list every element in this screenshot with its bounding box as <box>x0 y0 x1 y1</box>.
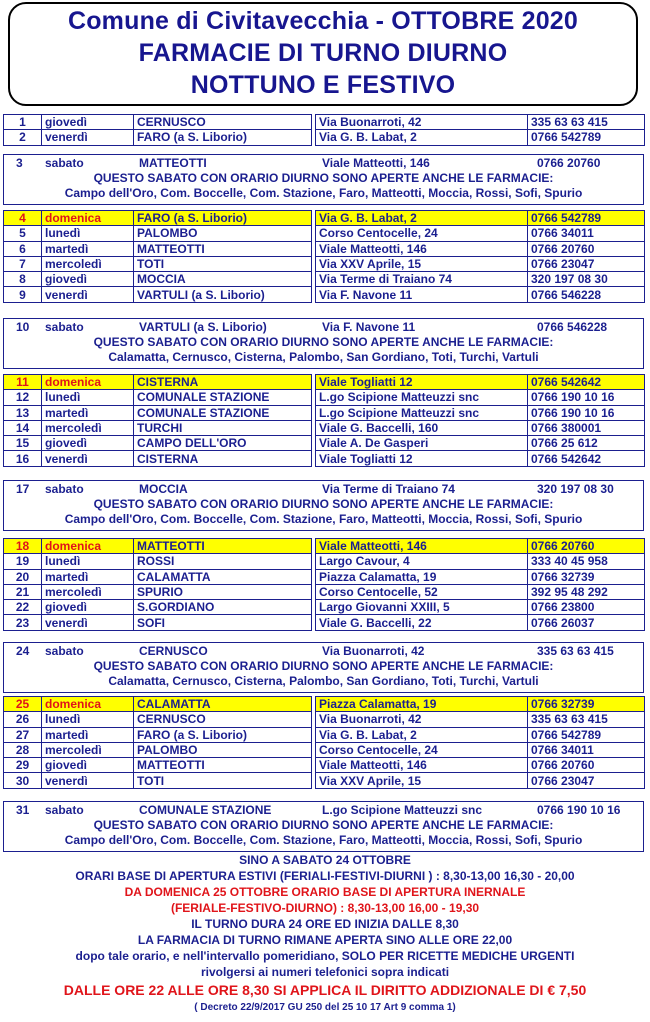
weekday: sabato <box>45 644 84 658</box>
pharmacy-phone: 0766 546228 <box>537 320 608 334</box>
pharmacy-phone: 0766 542789 <box>528 727 645 742</box>
pharmacy-phone: 0766 190 10 16 <box>537 803 621 817</box>
pharmacy-name: TOTI <box>134 256 312 271</box>
table-row <box>4 256 645 271</box>
weekday: giovedì <box>42 272 134 287</box>
pharmacy-phone: 0766 190 10 16 <box>528 405 645 420</box>
pharmacy-phone: 0766 34011 <box>528 226 645 241</box>
day-number: 18 <box>4 539 42 554</box>
pharmacy-address: L.go Scipione Matteuzzi snc <box>322 803 483 817</box>
weekday: sabato <box>45 482 84 496</box>
pharmacy-name: CISTERNA <box>134 451 312 466</box>
pharmacy-address: Corso Centocelle, 52 <box>316 584 528 599</box>
week-5-table <box>3 696 645 789</box>
pharmacy-phone: 335 63 63 415 <box>528 115 645 130</box>
pharmacy-name: MOCCIA <box>139 482 188 496</box>
weekday: martedì <box>42 241 134 256</box>
day-number: 22 <box>4 600 42 615</box>
table-row <box>4 697 645 712</box>
day-number: 7 <box>4 256 42 271</box>
saturday-row <box>4 643 643 659</box>
pharmacy-phone: 0766 542789 <box>528 211 645 226</box>
day-number: 25 <box>4 697 42 712</box>
pharmacy-name: MATTEOTTI <box>134 539 312 554</box>
pharmacy-address: Largo Giovanni XXIII, 5 <box>316 600 528 615</box>
table-row <box>4 436 645 451</box>
pharmacy-address: Via Terme di Traiano 74 <box>322 482 455 496</box>
footer-line-10: ( Decreto 22/9/2017 GU 250 del 25 10 17 Art 9 comma 1) <box>194 1002 456 1013</box>
saturday-block <box>3 801 644 852</box>
saturday-open-list: Campo dell'Oro, Com. Boccelle, Com. Stazione, Faro, Matteotti, Moccia, Rossi, Sofi, Spurio <box>64 186 583 200</box>
pharmacy-phone: 0766 32739 <box>528 697 645 712</box>
week-3-table <box>3 374 645 467</box>
pharmacy-phone: 0766 20760 <box>528 758 645 773</box>
weekday: sabato <box>45 803 84 817</box>
pharmacy-phone: 0766 190 10 16 <box>528 390 645 405</box>
pharmacy-address: Piazza Calamatta, 19 <box>316 697 528 712</box>
pharmacy-name: FARO (a S. Liborio) <box>134 211 312 226</box>
title-box <box>8 2 638 106</box>
weekday: venerdì <box>42 615 134 630</box>
weekday: domenica <box>42 539 134 554</box>
pharmacy-phone: 333 40 45 958 <box>528 554 645 569</box>
table-row <box>4 600 645 615</box>
pharmacy-phone: 320 197 08 30 <box>537 482 614 496</box>
table-row <box>4 727 645 742</box>
footer-line-5: IL TURNO DURA 24 ORE ED INIZIA DALLE 8,30 <box>191 917 459 931</box>
day-number: 6 <box>4 241 42 256</box>
saturday-block <box>3 480 644 531</box>
saturday-block <box>3 642 644 693</box>
pharmacy-name: MATTEOTTI <box>134 758 312 773</box>
day-number: 3 <box>16 156 23 170</box>
weekday: domenica <box>42 375 134 390</box>
weekday: sabato <box>45 156 84 170</box>
saturday-row <box>4 155 643 171</box>
weekday: martedì <box>42 405 134 420</box>
pharmacy-name: COMUNALE STAZIONE <box>134 390 312 405</box>
pharmacy-phone: 0766 23800 <box>528 600 645 615</box>
table-row <box>4 569 645 584</box>
weekday: lunedì <box>42 226 134 241</box>
table-row <box>4 287 645 302</box>
weekday: lunedì <box>42 390 134 405</box>
table-row <box>4 773 645 788</box>
saturday-open-list: Calamatta, Cernusco, Cisterna, Palombo, San Gordiano, Toti, Turchi, Vartuli <box>108 350 539 364</box>
table-row <box>4 390 645 405</box>
day-number: 8 <box>4 272 42 287</box>
pharmacy-name: CISTERNA <box>134 375 312 390</box>
pharmacy-name: FARO (a S. Liborio) <box>134 130 312 145</box>
day-number: 4 <box>4 211 42 226</box>
pharmacy-address: Via XXV Aprile, 15 <box>316 256 528 271</box>
pharmacy-name: VARTULI (a S. Liborio) <box>134 287 312 302</box>
pharmacy-address: Corso Centocelle, 24 <box>316 226 528 241</box>
saturday-open-list: Calamatta, Cernusco, Cisterna, Palombo, San Gordiano, Toti, Turchi, Vartuli <box>108 674 539 688</box>
pharmacy-phone: 392 95 48 292 <box>528 584 645 599</box>
day-number: 11 <box>4 375 42 390</box>
pharmacy-name: MATTEOTTI <box>134 241 312 256</box>
day-number: 10 <box>16 320 30 334</box>
table-row <box>4 211 645 226</box>
weekday: mercoledì <box>42 742 134 757</box>
pharmacy-address: L.go Scipione Matteuzzi snc <box>316 405 528 420</box>
saturday-row <box>4 319 643 335</box>
table-row <box>4 584 645 599</box>
pharmacy-phone: 0766 20760 <box>528 241 645 256</box>
pharmacy-address: Viale Matteotti, 146 <box>316 241 528 256</box>
weekday: domenica <box>42 211 134 226</box>
saturday-notice: QUESTO SABATO CON ORARIO DIURNO SONO APERTE ANCHE LE FARMACIE: <box>93 335 554 349</box>
pharmacy-name: ROSSI <box>134 554 312 569</box>
footer-line-8: rivolgersi ai numeri telefonici sopra indicati <box>200 965 450 979</box>
pharmacy-address: Viale Togliatti 12 <box>316 451 528 466</box>
pharmacy-phone: 0766 32739 <box>528 569 645 584</box>
day-number: 12 <box>4 390 42 405</box>
pharmacy-name: SPURIO <box>134 584 312 599</box>
pharmacy-phone: 0766 23047 <box>528 256 645 271</box>
day-number: 17 <box>16 482 30 496</box>
pharmacy-name: PALOMBO <box>134 226 312 241</box>
weekday: lunedì <box>42 712 134 727</box>
table-row <box>4 554 645 569</box>
pharmacy-address: Viale A. De Gasperi <box>316 436 528 451</box>
pharmacy-address: Viale Matteotti, 146 <box>322 156 430 170</box>
pharmacy-address: Via Buonarroti, 42 <box>316 712 528 727</box>
pharmacy-phone: 335 63 63 415 <box>537 644 614 658</box>
week-4-table <box>3 538 645 631</box>
pharmacy-name: SOFI <box>134 615 312 630</box>
weekday: sabato <box>45 320 84 334</box>
title-line-3: NOTTUNO E FESTIVO <box>190 71 456 99</box>
footer-notes <box>0 852 650 1016</box>
weekday: martedì <box>42 569 134 584</box>
pharmacy-address: Largo Cavour, 4 <box>316 554 528 569</box>
day-number: 26 <box>4 712 42 727</box>
footer-line-1: SINO A SABATO 24 OTTOBRE <box>239 853 411 867</box>
footer-line-4: (FERIALE-FESTIVO-DIURNO) : 8,30-13,00 16,00 - 19,30 <box>170 901 480 915</box>
day-number: 28 <box>4 742 42 757</box>
pharmacy-name: TURCHI <box>134 420 312 435</box>
pharmacy-phone: 320 197 08 30 <box>528 272 645 287</box>
table-row <box>4 226 645 241</box>
pharmacy-name: S.GORDIANO <box>134 600 312 615</box>
saturday-row <box>4 481 643 497</box>
table-row <box>4 405 645 420</box>
saturday-notice: QUESTO SABATO CON ORARIO DIURNO SONO APERTE ANCHE LE FARMACIE: <box>93 497 554 511</box>
table-row <box>4 539 645 554</box>
pharmacy-phone: 0766 25 612 <box>528 436 645 451</box>
pharmacy-name: CERNUSCO <box>139 644 208 658</box>
title-line-1: Comune di Civitavecchia - OTTOBRE 2020 <box>67 7 579 35</box>
table-row <box>4 241 645 256</box>
pharmacy-address: Viale Togliatti 12 <box>316 375 528 390</box>
pharmacy-address: Viale Matteotti, 146 <box>316 758 528 773</box>
footer-line-6: LA FARMACIA DI TURNO RIMANE APERTA SINO ALLE ORE 22,00 <box>137 933 513 947</box>
pharmacy-phone: 0766 20760 <box>528 539 645 554</box>
saturday-notice: QUESTO SABATO CON ORARIO DIURNO SONO APERTE ANCHE LE FARMACIE: <box>93 818 554 832</box>
weekday: lunedì <box>42 554 134 569</box>
weekday: giovedì <box>42 600 134 615</box>
pharmacy-phone: 0766 20760 <box>537 156 601 170</box>
saturday-block <box>3 318 644 369</box>
pharmacy-address: Via Buonarroti, 42 <box>322 644 425 658</box>
weekday: venerdì <box>42 287 134 302</box>
weekday: giovedì <box>42 115 134 130</box>
saturday-open-list: Campo dell'Oro, Com. Boccelle, Com. Stazione, Faro, Matteotti, Moccia, Rossi, Sofi, Spurio <box>64 833 583 847</box>
weekday: venerdì <box>42 451 134 466</box>
pharmacy-address: Via Terme di Traiano 74 <box>316 272 528 287</box>
pharmacy-phone: 0766 542789 <box>528 130 645 145</box>
table-row <box>4 742 645 757</box>
table-row <box>4 115 645 130</box>
day-number: 30 <box>4 773 42 788</box>
day-number: 1 <box>4 115 42 130</box>
pharmacy-name: CERNUSCO <box>134 712 312 727</box>
day-number: 16 <box>4 451 42 466</box>
pharmacy-phone: 0766 542642 <box>528 375 645 390</box>
pharmacy-address: L.go Scipione Matteuzzi snc <box>316 390 528 405</box>
pharmacy-name: CALAMATTA <box>134 697 312 712</box>
saturday-open-list: Campo dell'Oro, Com. Boccelle, Com. Stazione, Faro, Matteotti, Moccia, Rossi, Sofi, Spurio <box>64 512 583 526</box>
day-number: 24 <box>16 644 30 658</box>
pharmacy-phone: 335 63 63 415 <box>528 712 645 727</box>
pharmacy-address: Via F. Navone 11 <box>322 320 416 334</box>
pharmacy-name: VARTULI (a S. Liborio) <box>139 320 267 334</box>
table-row <box>4 375 645 390</box>
pharmacy-phone: 0766 23047 <box>528 773 645 788</box>
weekday: mercoledì <box>42 420 134 435</box>
table-row <box>4 451 645 466</box>
table-row <box>4 130 645 145</box>
pharmacy-address: Via G. B. Labat, 2 <box>316 130 528 145</box>
pharmacy-name: MATTEOTTI <box>139 156 207 170</box>
week-2-table <box>3 210 645 303</box>
day-number: 5 <box>4 226 42 241</box>
saturday-notice: QUESTO SABATO CON ORARIO DIURNO SONO APERTE ANCHE LE FARMACIE: <box>93 171 554 185</box>
weekday: mercoledì <box>42 256 134 271</box>
day-number: 14 <box>4 420 42 435</box>
pharmacy-name: FARO (a S. Liborio) <box>134 727 312 742</box>
pharmacy-phone: 0766 542642 <box>528 451 645 466</box>
day-number: 21 <box>4 584 42 599</box>
footer-line-2: ORARI BASE DI APERTURA ESTIVI (FERIALI-FESTIVI-DIURNI ) : 8,30-13,00 16,30 - 20,00 <box>75 869 575 883</box>
day-number: 29 <box>4 758 42 773</box>
week-1-table <box>3 114 645 146</box>
day-number: 20 <box>4 569 42 584</box>
pharmacy-address: Via G. B. Labat, 2 <box>316 727 528 742</box>
pharmacy-name: CALAMATTA <box>134 569 312 584</box>
pharmacy-phone: 0766 380001 <box>528 420 645 435</box>
pharmacy-address: Via Buonarroti, 42 <box>316 115 528 130</box>
pharmacy-name: PALOMBO <box>134 742 312 757</box>
weekday: martedì <box>42 727 134 742</box>
saturday-notice: QUESTO SABATO CON ORARIO DIURNO SONO APERTE ANCHE LE FARMACIE: <box>93 659 554 673</box>
pharmacy-address: Piazza Calamatta, 19 <box>316 569 528 584</box>
pharmacy-phone: 0766 34011 <box>528 742 645 757</box>
pharmacy-name: TOTI <box>134 773 312 788</box>
pharmacy-address: Via F. Navone 11 <box>316 287 528 302</box>
day-number: 13 <box>4 405 42 420</box>
weekday: mercoledì <box>42 584 134 599</box>
pharmacy-phone: 0766 26037 <box>528 615 645 630</box>
day-number: 15 <box>4 436 42 451</box>
pharmacy-address: Via XXV Aprile, 15 <box>316 773 528 788</box>
day-number: 9 <box>4 287 42 302</box>
pharmacy-address: Viale Matteotti, 146 <box>316 539 528 554</box>
day-number: 31 <box>16 803 30 817</box>
saturday-block <box>3 154 644 205</box>
table-row <box>4 420 645 435</box>
footer-line-9: DALLE ORE 22 ALLE ORE 8,30 SI APPLICA IL DIRITTO ADDIZIONALE DI € 7,50 <box>63 982 587 998</box>
table-row <box>4 758 645 773</box>
pharmacy-address: Viale G. Baccelli, 22 <box>316 615 528 630</box>
pharmacy-phone: 0766 546228 <box>528 287 645 302</box>
pharmacy-address: Corso Centocelle, 24 <box>316 742 528 757</box>
saturday-row <box>4 802 643 818</box>
pharmacy-address: Viale G. Baccelli, 160 <box>316 420 528 435</box>
pharmacy-name: COMUNALE STAZIONE <box>134 405 312 420</box>
table-row <box>4 712 645 727</box>
table-row <box>4 615 645 630</box>
pharmacy-address: Via G. B. Labat, 2 <box>316 211 528 226</box>
day-number: 2 <box>4 130 42 145</box>
day-number: 23 <box>4 615 42 630</box>
title-line-2: FARMACIE DI TURNO DIURNO <box>138 39 508 67</box>
weekday: giovedì <box>42 436 134 451</box>
pharmacy-name: CERNUSCO <box>134 115 312 130</box>
footer-line-3: DA DOMENICA 25 OTTOBRE ORARIO BASE DI APERTURA INERNALE <box>124 885 526 899</box>
weekday: venerdì <box>42 130 134 145</box>
pharmacy-name: MOCCIA <box>134 272 312 287</box>
weekday: giovedì <box>42 758 134 773</box>
table-row <box>4 272 645 287</box>
pharmacy-name: CAMPO DELL'ORO <box>134 436 312 451</box>
weekday: domenica <box>42 697 134 712</box>
day-number: 19 <box>4 554 42 569</box>
footer-line-7: dopo tale orario, e nell'intervallo pomeridiano, SOLO PER RICETTE MEDICHE URGENTI <box>75 949 575 963</box>
weekday: venerdì <box>42 773 134 788</box>
pharmacy-name: COMUNALE STAZIONE <box>139 803 272 817</box>
day-number: 27 <box>4 727 42 742</box>
